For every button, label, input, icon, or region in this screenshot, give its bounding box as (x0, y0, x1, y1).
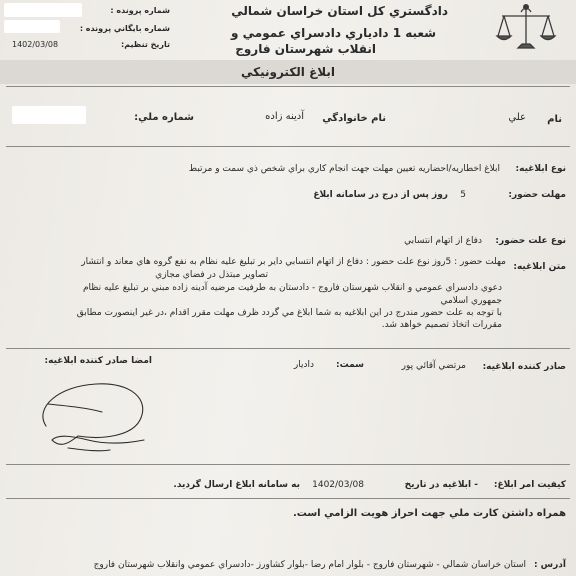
archive-number-label: شماره بايگاني پرونده : (79, 24, 170, 33)
delivery-method-label: كيفيت امر ابلاغ: (493, 480, 566, 490)
divider (6, 464, 570, 465)
divider (6, 146, 570, 147)
date-label: تاريخ تنظيم: (121, 40, 170, 49)
family-name-value: آدينه زاده (265, 111, 304, 122)
deadline-label: مهلت حضور: (508, 190, 566, 200)
delivery-suffix: به سامانه ابلاغ ارسال گرديد. (173, 480, 300, 490)
divider (6, 86, 570, 87)
date-value: 1402/03/08 (12, 40, 59, 49)
family-name-label: نام خانوادگي (322, 113, 386, 124)
org-line-2: شعبه 1 دادياري دادسراي عمومي و (231, 26, 436, 40)
notice-text-line-3: دعوي دادسراي عمومي و انقلاب شهرستان فاروج - دادستان به طرفيت مرضيه آدينه زاده مبني بر تبليغ عليه نظام (82, 283, 502, 293)
redacted-file-number (4, 3, 82, 17)
delivery-date: 1402/03/08 (312, 480, 364, 490)
org-line-1: دادگستري كل استان خراسان شمالي (231, 4, 448, 18)
document-title: ابلاغ الكترونيكي (240, 65, 336, 79)
address-text: استان خراسان شمالي - شهرستان فاروج - بلوار امام رضا -بلوار كشاورز -دادسراي عمومي وانقلاب شهرستان فاروج (93, 560, 526, 570)
deadline-number: 5 (460, 190, 466, 200)
notice-type-label: نوع ابلاغيه: (515, 164, 566, 174)
notice-text-line-5: با توجه به علت حضور مندرج در اين ابلاغيه به شما ابلاغ مي گردد ظرف مهلت مقرر اقدام ،در غير اينصورت مطابق (76, 308, 502, 318)
notice-text-line-1: مهلت حضور : 5روز نوع علت حضور : دفاع از اتهام انتسابي داير بر تبليغ عليه نظام به نفع گروه هاي معاند و انتشار (81, 257, 506, 267)
address-label: آدرس : (533, 560, 566, 570)
redacted-archive-number (4, 20, 60, 33)
notice-text-line-2: تصاوير مبتذل در فضاي مجازي (155, 270, 268, 280)
signature-label: امضا صادر كننده ابلاغيه: (44, 356, 152, 366)
notice-text-line-4: جمهوري اسلامي (440, 296, 502, 306)
issuer-value: مرتضي آقائي پور (401, 361, 466, 371)
divider (6, 348, 570, 349)
delivery-prefix: - ابلاغيه در تاريخ (404, 480, 478, 490)
national-id-label: شماره ملي: (134, 112, 194, 123)
divider (6, 498, 570, 499)
file-number-label: شماره پرونده : (110, 6, 170, 15)
redacted-national-id (12, 106, 86, 124)
position-value: داديار (293, 360, 314, 370)
reason-label: نوع علت حضور: (495, 236, 566, 246)
handwritten-signature (28, 378, 158, 458)
org-line-3: انقلاب شهرستان فاروج (235, 42, 376, 56)
reason-value: دفاع از اتهام انتسابي (404, 236, 482, 246)
name-label: نام (547, 114, 562, 125)
notice-text-line-6: مقررات اتخاذ تصميم خواهد شد. (381, 320, 502, 330)
name-value: علي (508, 112, 526, 123)
issuer-label: صادر كننده ابلاغيه: (482, 362, 566, 372)
id-card-note: همراه داشتن كارت ملي جهت احراز هويت الزامي است. (292, 508, 566, 519)
deadline-text: روز پس از درج در سامانه ابلاغ (313, 190, 448, 200)
notice-type-value: ابلاغ اخطاريه/احضاريه تعيين مهلت جهت انجام كاري براي شخص ذي سمت و مرتبط (188, 164, 500, 174)
scales-of-justice-emblem (494, 2, 558, 52)
position-label: سمت: (335, 360, 364, 370)
notice-text-label: متن ابلاغيه: (513, 262, 566, 272)
